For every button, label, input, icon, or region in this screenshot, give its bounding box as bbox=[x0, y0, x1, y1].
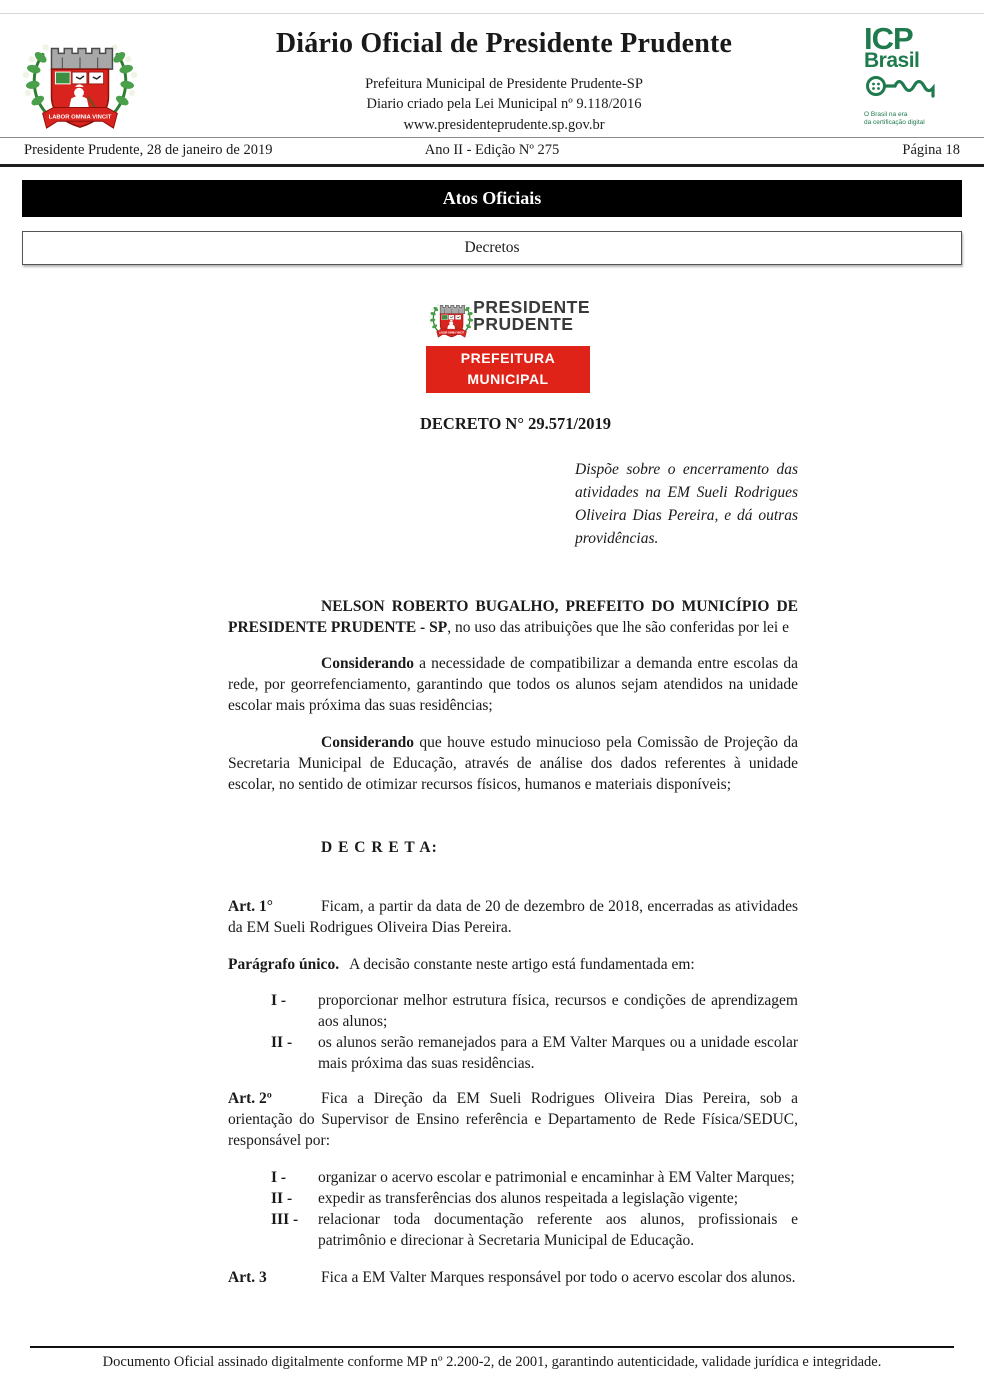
prefeitura-municipal-badge: PREFEITURA MUNICIPAL bbox=[426, 346, 590, 393]
article-1-text: Ficam, a partir da data de 20 de dezembro de 2018, encerradas as atividades da EM Sueli Rodrigues Oliveira Dias Pereira. bbox=[228, 897, 798, 936]
list-item bbox=[271, 1032, 798, 1074]
considering-paragraph-2 bbox=[228, 732, 798, 795]
list-item bbox=[271, 1188, 798, 1209]
prefeitura-crest-icon bbox=[426, 290, 477, 343]
article-2 bbox=[228, 1088, 798, 1151]
paragrafo-unico-text: A decisão constante neste artigo está fundamentada em: bbox=[349, 955, 695, 973]
considering-label-1: Considerando bbox=[321, 655, 415, 673]
item-text: expedir as transferências dos alunos respeitada a legislação vigente; bbox=[318, 1189, 739, 1207]
item-numeral: II - bbox=[271, 1189, 293, 1207]
item-text: proporcionar melhor estrutura física, recursos e condições de aprendizagem aos alunos; bbox=[318, 992, 798, 1031]
key-icon bbox=[864, 70, 948, 104]
gazette-header bbox=[0, 14, 984, 135]
article-2-text: Fica a Direção da EM Sueli Rodrigues Oliveira Dias Pereira, sob a orientação do Supervisor de Ensino referência e Departamento de Rede Física/SEDUC, responsável por: bbox=[228, 1090, 798, 1150]
icp-tagline bbox=[864, 111, 964, 127]
item-numeral: I - bbox=[271, 1168, 287, 1186]
article-1-items bbox=[228, 990, 798, 1074]
section-banner-atos-oficiais: Atos Oficiais bbox=[22, 180, 962, 217]
list-item bbox=[271, 1209, 798, 1251]
paragrafo-unico-label: Parágrafo único. bbox=[228, 955, 340, 973]
signature-footer-text: Documento Oficial assinado digitalmente conforme MP nº 2.200-2, de 2001, garantindo autenticidade, validade jurídica e integridade. bbox=[102, 1354, 882, 1370]
icp-brasil-logo bbox=[864, 18, 964, 127]
icp-tagline-line2: da certificação digital bbox=[864, 119, 925, 127]
gazette-subtitle-line2: Diario criado pela Lei Municipal nº 9.118/2016 bbox=[366, 96, 642, 113]
list-item bbox=[271, 1167, 798, 1188]
item-text: organizar o acervo escolar e patrimonial e encaminhar à EM Valter Marques; bbox=[318, 1168, 795, 1186]
article-2-items bbox=[228, 1167, 798, 1251]
edition-meta-bar bbox=[0, 137, 984, 167]
item-numeral: II - bbox=[271, 1034, 293, 1052]
edition-date: Presidente Prudente, 28 de janeiro de 2019 bbox=[24, 141, 273, 158]
page-number: Página 18 bbox=[902, 141, 960, 158]
article-2-label: Art. 2º bbox=[228, 1090, 272, 1108]
article-3-label: Art. 3 bbox=[228, 1268, 267, 1286]
gazette-subtitle bbox=[144, 74, 864, 135]
considering-text-2: que houve estudo minucioso pela Comissão de Projeção da Secretaria Municipal de Educação, através de análise dos dados referentes à unidade escolar, no sentido de otimizar recursos físicos, humanos e materiais disponíveis; bbox=[228, 733, 798, 793]
signature-footer bbox=[30, 1346, 954, 1371]
decree-number-heading: DECRETO N° 29.571/2019 bbox=[420, 413, 612, 433]
edition-number: Ano II - Edição Nº 275 bbox=[424, 141, 560, 158]
list-item bbox=[271, 990, 798, 1032]
icp-tagline-line1: O Brasil na era bbox=[864, 111, 908, 119]
item-numeral: I - bbox=[271, 992, 287, 1010]
municipal-crest-icon bbox=[16, 18, 144, 134]
decreta-heading: D E C R E T A: bbox=[321, 838, 438, 856]
item-text: os alunos serão remanejados para a EM Valter Marques ou a unidade escolar mais próxima das suas residências. bbox=[318, 1034, 798, 1073]
header-center bbox=[144, 18, 864, 135]
item-text: relacionar toda documentação referente aos alunos, profissionais e patrimônio e direcionar à Secretaria Municipal de Educação. bbox=[318, 1210, 798, 1249]
gazette-website: www.presidenteprudente.sp.gov.br bbox=[403, 116, 605, 133]
preamble-rest: , no uso das atribuições que lhe são conferidas por lei e bbox=[447, 618, 789, 636]
icp-text: ICP bbox=[864, 21, 913, 56]
prefeitura-logo-name-line2: PRUDENTE bbox=[473, 314, 574, 335]
considering-label-2: Considerando bbox=[321, 733, 415, 751]
decree-body bbox=[228, 290, 798, 1288]
paragrafo-unico bbox=[228, 954, 798, 975]
item-numeral: III - bbox=[271, 1210, 299, 1228]
preamble-authority: NELSON ROBERTO BUGALHO, PREFEITO DO MUNICÍPIO DE PRESIDENTE PRUDENTE - SP bbox=[228, 597, 798, 636]
prefeitura-logo-top bbox=[426, 290, 590, 343]
prefeitura-logo bbox=[426, 290, 590, 393]
icp-brasil-text: Brasil bbox=[864, 49, 920, 73]
decree-preamble bbox=[228, 596, 798, 638]
prefeitura-logo-name bbox=[473, 296, 590, 335]
gazette-subtitle-line1: Prefeitura Municipal de Presidente Prudente-SP bbox=[365, 76, 643, 92]
considering-paragraph-1 bbox=[228, 653, 798, 716]
article-1-label: Art. 1° bbox=[228, 897, 273, 915]
article-3 bbox=[228, 1267, 798, 1288]
gazette-title: Diário Oficial de Presidente Prudente bbox=[275, 28, 733, 59]
considering-text-1: a necessidade de compatibilizar a demanda entre escolas da rede, por georrefenciamento, garantindo que todos os alunos sejam atendidos na unidade escolar mais próxima das suas residências; bbox=[228, 655, 798, 715]
decree-summary: Dispõe sobre o encerramento das atividades na EM Sueli Rodrigues Oliveira Dias Pereira, e dá outras providências. bbox=[575, 460, 798, 547]
prefeitura-logo-name-line1: PRESIDENTE bbox=[473, 296, 590, 317]
article-3-text: Fica a EM Valter Marques responsável por todo o acervo escolar dos alunos. bbox=[321, 1268, 796, 1286]
subsection-decretos: Decretos bbox=[22, 231, 962, 265]
article-1 bbox=[228, 896, 798, 938]
